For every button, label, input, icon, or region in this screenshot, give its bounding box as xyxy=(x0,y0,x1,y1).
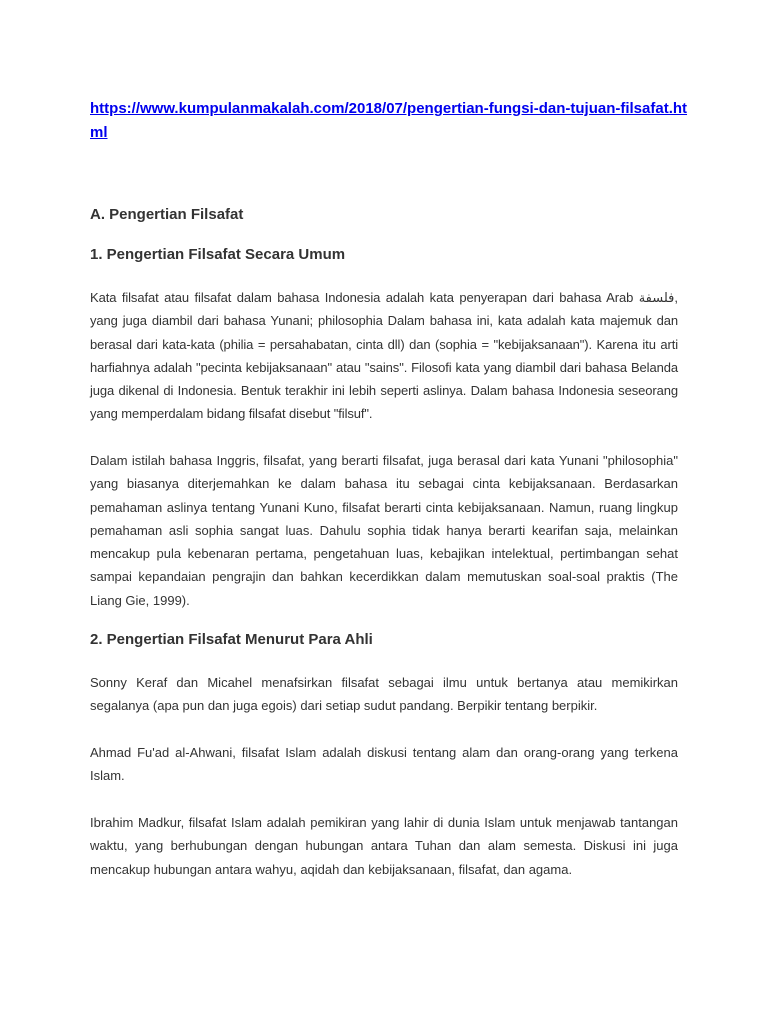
paragraph-5: Ibrahim Madkur, filsafat Islam adalah pemikiran yang lahir di dunia Islam untuk menjawab tantangan waktu, yang berhubungan dengan hubungan antara Tuhan dan alam semesta. Diskusi ini juga mencakup hubungan antara wahyu, aqidah dan kebijaksanaan, filsafat, dan agama. xyxy=(90,815,678,877)
subsection-1-heading: 1. Pengertian Filsafat Secara Umum xyxy=(90,246,346,263)
paragraph-3: Sonny Keraf dan Micahel menafsirkan filsafat sebagai ilmu untuk bertanya atau memikirkan segalanya (apa pun dan juga egois) dari setiap sudut pandang. Berpikir tentang berpikir. xyxy=(90,675,678,714)
paragraph-4: Ahmad Fu'ad al-Ahwani, filsafat Islam adalah diskusi tentang alam dan orang-orang yang terkena Islam. xyxy=(90,745,678,784)
subsection-2-heading: 2. Pengertian Filsafat Menurut Para Ahli xyxy=(90,631,373,648)
paragraph-1: Kata filsafat atau filsafat dalam bahasa Indonesia adalah kata penyerapan dari bahasa Arab فلسفة, yang juga diambil dari bahasa Yunani; philosophia Dalam bahasa ini, kata adalah kata majemuk dan berasal dari kata-kata (philia = persahabatan, cinta dll) dan (sophia = "kebijaksanaan"). Karena itu arti harfiahnya adalah "pecinta kebijaksanaan" atau "sains". Filosofi kata yang diambil dari bahasa Belanda juga dikenal di Indonesia. Bentuk terakhir ini lebih seperti aslinya. Dalam bahasa Indonesia seseorang yang memperdalam bidang filsafat disebut "filsuf". xyxy=(90,290,678,422)
source-link[interactable]: https://www.kumpulanmakalah.com/2018/07/pengertian-fungsi-dan-tujuan-filsafat.html xyxy=(90,100,688,141)
paragraph-2: Dalam istilah bahasa Inggris, filsafat, yang berarti filsafat, juga berasal dari kata Yunani "philosophia" yang biasanya diterjemahkan ke dalam bahasa itu sebagai cinta kebijaksanaan. Berdasarkan pemahaman aslinya tentang Yunani Kuno, filsafat berarti cinta kebijaksanaan. Namun, ruang lingkup pemahaman asli sophia sangat luas. Dahulu sophia tidak hanya berarti kearifan saja, melainkan mencakup pula kebenaran pertama, pengetahuan luas, kebajikan intelektual, pertimbangan sehat sampai kepandaian pengrajin dan bahkan kecerdikkan dalam memutuskan soal-soal praktis (The Liang Gie, 1999). xyxy=(90,453,678,608)
section-a-heading: A. Pengertian Filsafat xyxy=(90,206,244,223)
